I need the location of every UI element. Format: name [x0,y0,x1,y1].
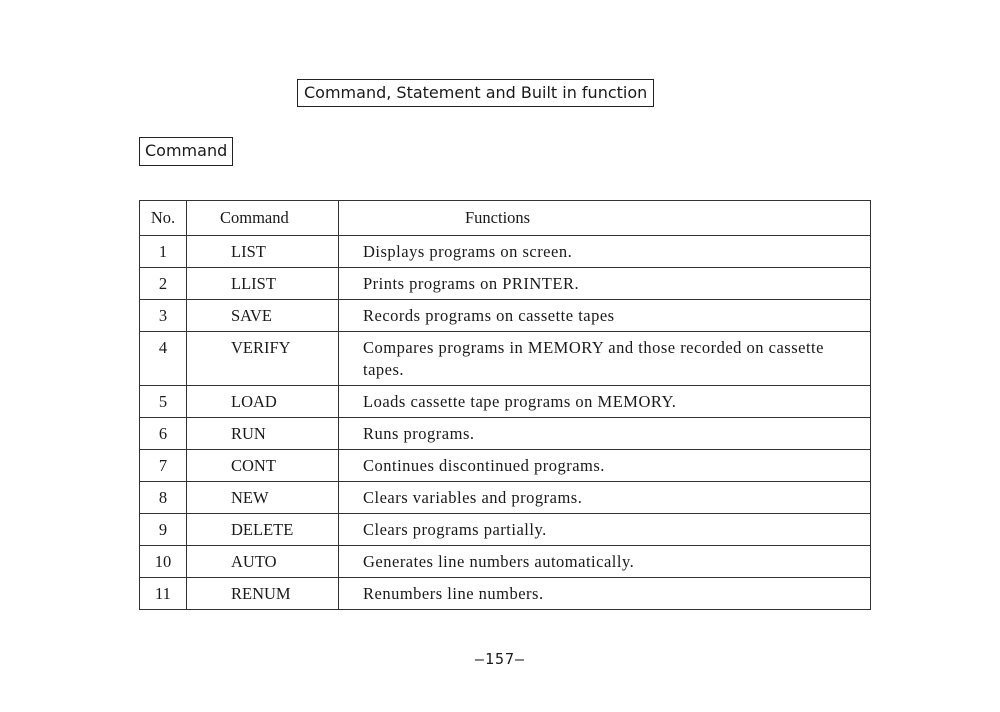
row-command: NEW [187,482,339,514]
table-row [140,300,871,332]
row-command: LOAD [187,386,339,418]
row-no: 6 [140,418,187,450]
page-number: –157– [474,650,526,668]
row-command: RENUM [187,578,339,610]
row-no: 5 [140,386,187,418]
row-command: SAVE [187,300,339,332]
row-command: RUN [187,418,339,450]
row-command: DELETE [187,514,339,546]
table-row [140,514,871,546]
header-command: Command [187,201,339,236]
row-function: Generates line numbers automatically. [339,546,871,578]
row-function: Records programs on cassette tapes [339,300,871,332]
table-row [140,332,871,386]
header-no: No. [140,201,187,236]
row-function: Runs programs. [339,418,871,450]
row-function: Loads cassette tape programs on MEMORY. [339,386,871,418]
row-no: 3 [140,300,187,332]
table-row [140,578,871,610]
row-no: 9 [140,514,187,546]
row-function: Clears programs partially. [339,514,871,546]
section-label: Command [139,137,233,166]
row-function-cell [339,332,871,386]
row-function: Prints programs on PRINTER. [339,268,871,300]
page-title: Command, Statement and Built in function [297,79,654,107]
row-function: Compares programs in MEMORY and those recorded on cassette tapes. [363,338,824,379]
table-row [140,418,871,450]
table-row [140,546,871,578]
table-row [140,450,871,482]
row-command: VERIFY [187,332,339,386]
row-no: 2 [140,268,187,300]
table-row [140,482,871,514]
row-command: LLIST [187,268,339,300]
row-no: 7 [140,450,187,482]
row-function: Displays programs on screen. [339,236,871,268]
row-no: 4 [140,332,187,386]
row-function: Renumbers line numbers. [339,578,871,610]
row-no: 1 [140,236,187,268]
row-function: Continues discontinued programs. [339,450,871,482]
row-command: LIST [187,236,339,268]
table-row [140,386,871,418]
table-row [140,268,871,300]
table-header-row [140,201,871,236]
row-no: 10 [140,546,187,578]
header-functions: Functions [339,201,871,236]
row-command: CONT [187,450,339,482]
command-table [139,200,871,610]
row-no: 8 [140,482,187,514]
table-row [140,236,871,268]
row-no: 11 [140,578,187,610]
row-command: AUTO [187,546,339,578]
row-function: Clears variables and programs. [339,482,871,514]
